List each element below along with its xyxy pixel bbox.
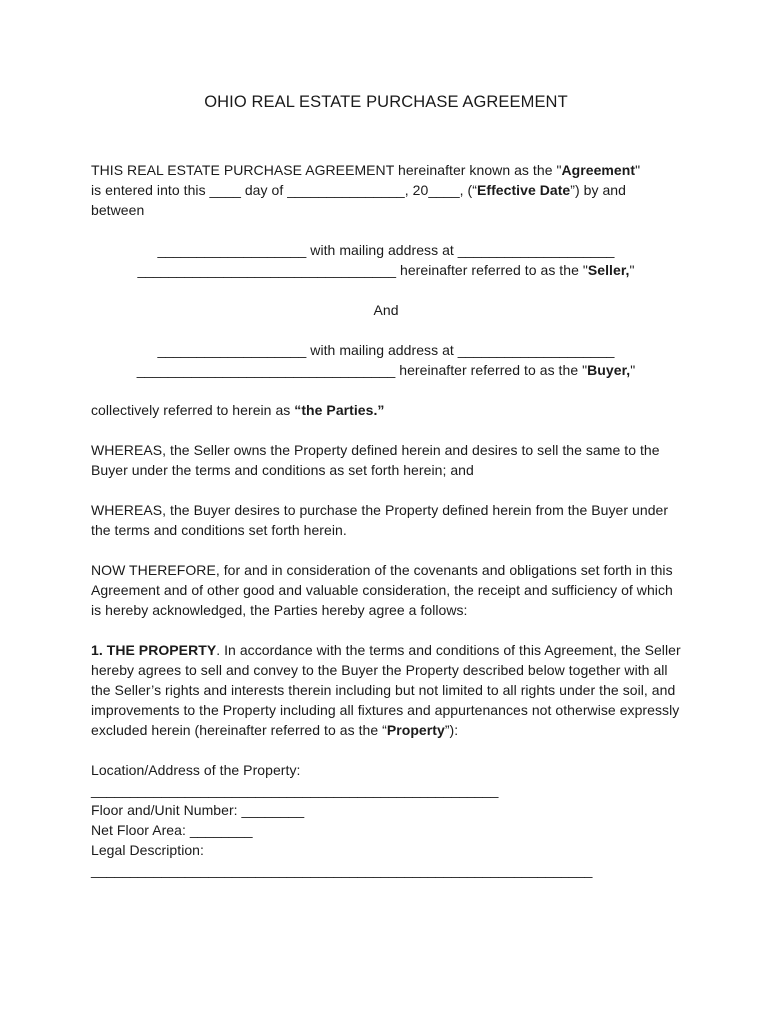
section-1-body: . In accordance with the terms and conditions of this Agreement, the Seller hereby agrees to sell and convey to the Buyer the Property described below together with all the Seller’s rights and interests therein including but not limited to all rights under the soil, and improvements to the Property including all fixtures and appurtenances not otherwise expressly excluded herein (hereinafter referred to as the “ [91, 642, 681, 738]
seller-line-1: ___________________ with mailing address at ____________________ [157, 242, 615, 258]
parties-paragraph: collectively referred to herein as “the Parties.” [91, 402, 385, 418]
intro-text-3: is entered into this ____ day of _______________, 20____, (“ [91, 182, 477, 198]
section-1-heading: 1. THE PROPERTY [91, 642, 217, 658]
document-page [91, 92, 681, 880]
seller-label: Seller, [587, 262, 630, 278]
location-label: Location/Address of the Property: [91, 762, 301, 778]
floor-unit-field[interactable]: Floor and/Unit Number: ________ [91, 802, 305, 818]
legal-description-label: Legal Description: [91, 842, 204, 858]
intro-text-2: " [635, 162, 641, 178]
buyer-line-1: ___________________ with mailing address at ____________________ [157, 342, 615, 358]
whereas-seller-paragraph: WHEREAS, the Seller owns the Property defined herein and desires to sell the same to the Buyer under the terms and conditions as set forth herein; and [91, 442, 660, 478]
buyer-line-2: _________________________________ hereinafter referred to as the "Buyer," [136, 362, 636, 378]
and-text: And [373, 302, 399, 318]
net-floor-area-field[interactable]: Net Floor Area: ________ [91, 822, 253, 838]
location-blank[interactable]: ____________________________________________________ [91, 782, 499, 798]
document-title: OHIO REAL ESTATE PURCHASE AGREEMENT [204, 93, 568, 111]
intro-text-1: THIS REAL ESTATE PURCHASE AGREEMENT hereinafter known as the " [91, 162, 562, 178]
effective-date-term: Effective Date [476, 182, 571, 198]
legal-description-blank[interactable]: ________________________________________________________________ [91, 862, 593, 878]
seller-line-2: _________________________________ hereinafter referred to as the "Seller," [137, 262, 635, 278]
section-1-property: 1. THE PROPERTY. In accordance with the terms and conditions of this Agreement, the Seller hereby agrees to sell and convey to the Buyer the Property described below together with all the Seller’s rights and interests therein including but not limited to all rights under the soil, and improvements to the Property including all fixtures and appurtenances not otherwise expressly excluded herein (hereinafter referred to as the “Property”): [91, 642, 681, 738]
agreement-term: Agreement [561, 162, 636, 178]
property-term: Property [386, 722, 445, 738]
buyer-label: Buyer, [587, 362, 631, 378]
intro-text-4: ”) by and between [91, 182, 626, 218]
parties-label: “the Parties.” [294, 402, 385, 418]
whereas-buyer-paragraph: WHEREAS, the Buyer desires to purchase the Property defined herein from the Buyer under the terms and conditions set forth herein. [91, 502, 669, 538]
intro-paragraph [91, 160, 681, 220]
now-therefore-paragraph: NOW THEREFORE, for and in consideration of the covenants and obligations set forth in this Agreement and of other good and valuable consideration, the receipt and sufficiency of which is hereby acknowledged, the Parties hereby agree a follows: [91, 562, 673, 618]
